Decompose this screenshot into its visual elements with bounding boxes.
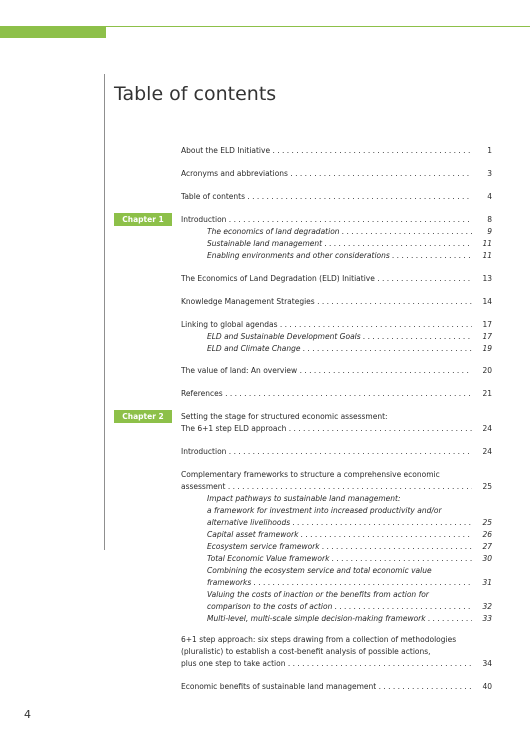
- toc-subentry[interactable]: Capital asset framework . . . 26: [207, 529, 492, 541]
- toc-entry-line: Setting the stage for structured economic assessment:: [181, 412, 388, 421]
- toc-entry[interactable]: Acronyms and abbreviations . . . 3: [181, 168, 492, 180]
- header-rule: [106, 26, 530, 27]
- toc-entry[interactable]: Introduction . . . 24: [181, 446, 492, 458]
- page-number: 4: [24, 708, 31, 721]
- toc-entry[interactable]: Linking to global agendas . . . 17: [181, 319, 492, 331]
- toc-entry[interactable]: assessment . . . 25: [181, 481, 492, 493]
- toc-entry-line: (pluralistic) to establish a cost-benefit analysis of possible actions,: [181, 647, 431, 656]
- vertical-rule: [104, 74, 105, 550]
- toc-subentry-line: Valuing the costs of inaction or the benefits from action for: [207, 590, 429, 599]
- toc-entry[interactable]: The value of land: An overview . . . 20: [181, 365, 492, 377]
- toc-entry[interactable]: Table of contents . . . 4: [181, 191, 492, 203]
- toc-subentry[interactable]: alternative livelihoods . . . 25: [207, 517, 492, 529]
- chapter-2-badge: Chapter 2: [114, 410, 172, 423]
- toc-entry-line: 6+1 step approach: six steps drawing from a collection of methodologies: [181, 635, 457, 644]
- toc-subentry[interactable]: frameworks . . . 31: [207, 577, 492, 589]
- toc-subentry[interactable]: ELD and Climate Change . . . 19: [207, 343, 492, 355]
- toc-entry[interactable]: The 6+1 step ELD approach . . . 24: [181, 423, 492, 435]
- toc-subentry[interactable]: Enabling environments and other considerations . . . 11: [207, 250, 492, 262]
- toc-subentry-line: Impact pathways to sustainable land management:: [207, 494, 401, 503]
- toc-subentry[interactable]: ELD and Sustainable Development Goals . . . 17: [207, 331, 492, 343]
- toc-subentry[interactable]: The economics of land degradation . . . 9: [207, 226, 492, 238]
- toc-entry[interactable]: About the ELD Initiative . . . 1: [181, 145, 492, 157]
- toc-entry[interactable]: The Economics of Land Degradation (ELD) Initiative . . . 13: [181, 273, 492, 285]
- page-title: Table of contents: [114, 82, 277, 105]
- toc-subentry[interactable]: Sustainable land management . . . 11: [207, 238, 492, 250]
- toc-entry[interactable]: Introduction . . . 8: [181, 214, 492, 226]
- chapter-1-badge: Chapter 1: [114, 213, 172, 226]
- toc-entry[interactable]: Knowledge Management Strategies . . . 14: [181, 296, 492, 308]
- header-accent-bar: [0, 26, 106, 38]
- toc-entry[interactable]: plus one step to take action . . . 34: [181, 658, 492, 670]
- toc-subentry[interactable]: Multi-level, multi-scale simple decision-making framework . . . 33: [207, 613, 492, 625]
- toc-entry-line: Complementary frameworks to structure a comprehensive economic: [181, 470, 440, 479]
- toc-subentry[interactable]: comparison to the costs of action . . . 32: [207, 601, 492, 613]
- toc-subentry[interactable]: Total Economic Value framework . . . 30: [207, 553, 492, 565]
- toc-entry[interactable]: Economic benefits of sustainable land management . . . 40: [181, 681, 492, 693]
- toc-subentry-line: a framework for investment into increased productivity and/or: [207, 506, 442, 515]
- toc-subentry-line: Combining the ecosystem service and total economic value: [207, 566, 432, 575]
- toc-subentry[interactable]: Ecosystem service framework . . . 27: [207, 541, 492, 553]
- toc-entry[interactable]: References . . . 21: [181, 388, 492, 400]
